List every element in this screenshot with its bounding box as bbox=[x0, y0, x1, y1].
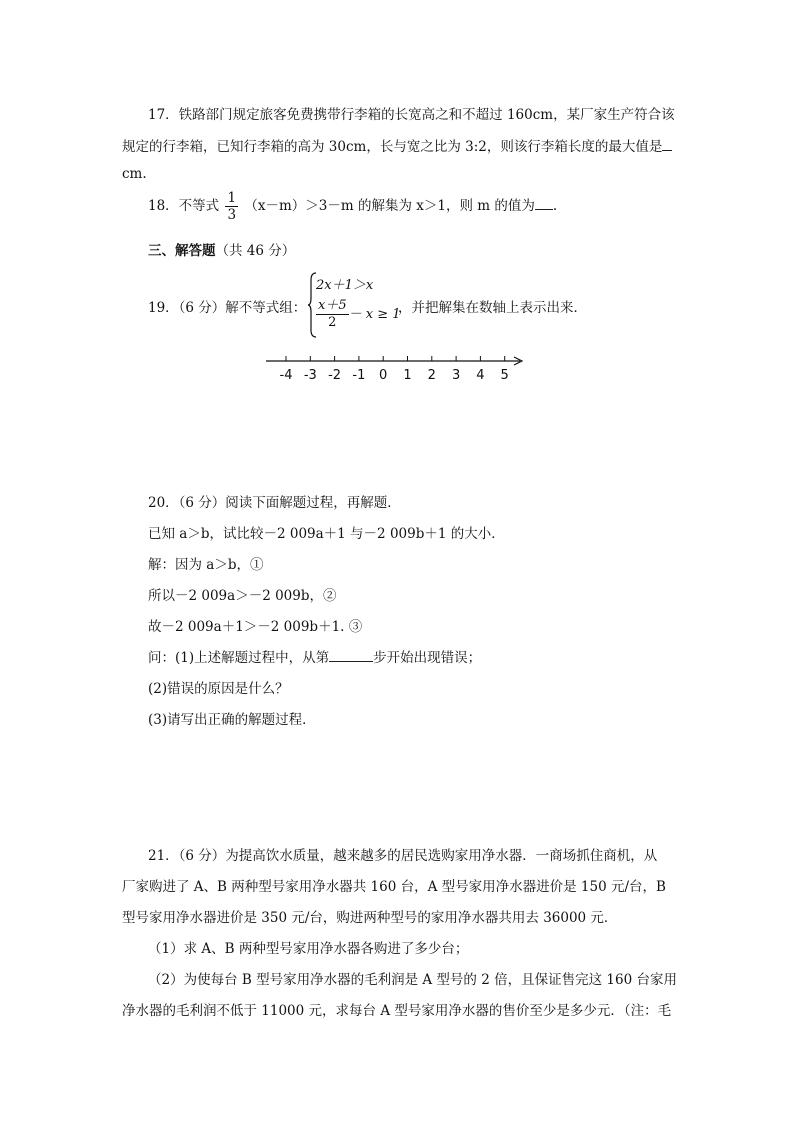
number-line-tick-label: 4 bbox=[476, 368, 485, 383]
fraction-denominator: 2 bbox=[328, 315, 337, 330]
q18-suffix: . bbox=[552, 198, 558, 214]
q21-line2: 厂家购进了 A、B 两种型号家用净水器共 160 台，A 型号家用净水器进价是 150 元/台，B bbox=[122, 879, 666, 895]
q21-line4: （1）求 A、B 两种型号家用净水器各购进了多少台； bbox=[148, 941, 469, 957]
number-line-tick-label: -1 bbox=[352, 368, 366, 383]
number-line-tick-label: -4 bbox=[279, 368, 293, 383]
number-line-tick-label: 3 bbox=[451, 368, 461, 383]
q18-prefix: 18．不等式 bbox=[148, 198, 220, 214]
q20-line6-prefix: 问：(1)上述解题过程中，从第 bbox=[148, 650, 330, 666]
number-line-tick-label: -3 bbox=[303, 368, 317, 383]
q17-line2-text: 规定的行李箱，已知行李箱的高为 30cm，长与宽之比为 3:2，则该行李箱长度的最大值是 bbox=[122, 139, 663, 155]
fraction-numerator: x＋5 bbox=[318, 298, 347, 313]
q17-line2 bbox=[122, 135, 672, 155]
q20-line4: 所以－2 009a＞－2 009b，② bbox=[148, 588, 337, 604]
q21-line5: （2）为使每台 B 型号家用净水器的毛利润是 A 型号的 2 倍，且保证售完这 160 台家用 bbox=[148, 972, 677, 988]
inequality-2-rest: － x ≥ 1 bbox=[348, 307, 401, 322]
q20-line6 bbox=[148, 646, 481, 666]
number-line-tick-label: -2 bbox=[328, 368, 342, 383]
q21-line3: 型号家用净水器进价是 350 元/台，购进两种型号的家用净水器共用去 36000 元． bbox=[122, 910, 618, 926]
number-line-ticks bbox=[280, 356, 509, 383]
q20-line1: 20．（6 分）阅读下面解题过程，再解题． bbox=[148, 495, 401, 511]
number-line-tick-label: 2 bbox=[427, 368, 436, 383]
section-heading bbox=[148, 239, 295, 259]
inequality-2 bbox=[316, 298, 401, 331]
q20-line5: 故－2 009a＋1＞－2 009b＋1. ③ bbox=[148, 619, 363, 635]
number-line-tick-label: 5 bbox=[500, 368, 509, 383]
q17-line3: cm. bbox=[122, 166, 147, 182]
q20-line8: (3)请写出正确的解题过程． bbox=[148, 712, 316, 728]
answer-blank bbox=[535, 195, 553, 210]
answer-blank bbox=[329, 647, 373, 662]
q20-line3: 解：因为 a＞b，① bbox=[148, 557, 264, 573]
inequality-system bbox=[308, 272, 408, 338]
inequality-1: 2x＋1＞x bbox=[316, 278, 374, 293]
section-title: 三、解答题 bbox=[148, 243, 216, 259]
q19-prefix: 19．（6 分）解不等式组： bbox=[148, 300, 307, 316]
q17-line1: 17．铁路部门规定旅客免费携带行李箱的长宽高之和不超过 160cm，某厂家生产符合该 bbox=[148, 107, 675, 123]
q21-line1: 21．（6 分）为提高饮水质量，越来越多的居民选购家用净水器．一商场抓住商机，从 bbox=[148, 848, 658, 864]
q20-line6-suffix: 步开始出现错误； bbox=[373, 650, 482, 666]
fraction-numerator: 1 bbox=[227, 190, 237, 206]
q20-line2: 已知 a＞b，试比较－2 009a＋1 与－2 009b＋1 的大小． bbox=[148, 526, 505, 542]
q18-line bbox=[148, 190, 557, 223]
number-line bbox=[262, 350, 528, 384]
answer-blank bbox=[662, 136, 672, 151]
section-score: （共 46 分） bbox=[215, 243, 296, 259]
fraction-denominator: 3 bbox=[227, 207, 237, 223]
q19-suffix: ，并把解集在数轴上表示出来． bbox=[398, 300, 587, 316]
q18-rest: （x－m）＞3－m 的解集为 x＞1，则 m 的值为 bbox=[244, 198, 535, 214]
q18-fraction bbox=[225, 190, 238, 223]
q21-line6: 净水器的毛利润不低于 11000 元，求每台 A 型号家用净水器的售价至少是多少元．（注：毛 bbox=[122, 1003, 672, 1019]
q20-line7: (2)错误的原因是什么？ bbox=[148, 681, 289, 697]
number-line-tick-label: 1 bbox=[403, 368, 412, 383]
number-line-tick-label: 0 bbox=[379, 368, 388, 383]
